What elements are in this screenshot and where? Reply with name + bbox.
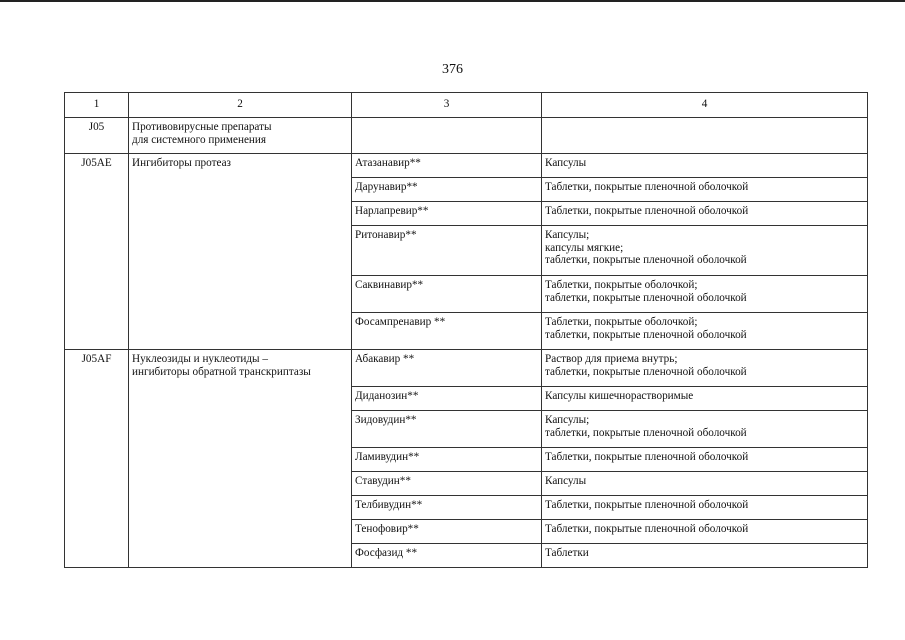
dosage-form-cell: Раствор для приема внутрь; таблетки, покрытые пленочной оболочкой xyxy=(542,350,868,387)
drug-name-cell: Тенофовир** xyxy=(352,520,542,544)
dosage-form-cell: Капсулы xyxy=(542,154,868,178)
drug-name-cell: Ритонавир** xyxy=(352,226,542,276)
drug-name-cell: Ламивудин** xyxy=(352,448,542,472)
drug-name-cell: Диданозин** xyxy=(352,387,542,411)
dosage-form-cell: Таблетки, покрытые пленочной оболочкой xyxy=(542,448,868,472)
group-name-cell: Нуклеозиды и нуклеотиды – ингибиторы обратной транскриптазы xyxy=(129,350,352,568)
drug-name-cell: Саквинавир** xyxy=(352,276,542,313)
dosage-form-cell: Таблетки, покрытые оболочкой; таблетки, покрытые пленочной оболочкой xyxy=(542,313,868,350)
table-row xyxy=(65,154,868,178)
drug-name-cell: Фосфазид ** xyxy=(352,544,542,568)
dosage-form-cell: Капсулы; таблетки, покрытые пленочной оболочкой xyxy=(542,411,868,448)
page-number: 376 xyxy=(442,62,463,77)
drug-name-cell: Дарунавир** xyxy=(352,178,542,202)
group-name-cell: Ингибиторы протеаз xyxy=(129,154,352,350)
dosage-form-cell: Таблетки xyxy=(542,544,868,568)
drug-name-cell: Абакавир ** xyxy=(352,350,542,387)
form-cell-empty xyxy=(542,118,868,154)
dosage-form-cell: Таблетки, покрытые пленочной оболочкой xyxy=(542,202,868,226)
drug-name-cell: Нарлапревир** xyxy=(352,202,542,226)
drug-classification-table xyxy=(64,92,868,568)
table-row xyxy=(65,350,868,387)
table-header-row xyxy=(65,93,868,118)
dosage-form-cell: Таблетки, покрытые пленочной оболочкой xyxy=(542,520,868,544)
table-row-j05 xyxy=(65,118,868,154)
dosage-form-cell: Таблетки, покрытые пленочной оболочкой xyxy=(542,178,868,202)
drug-cell-empty xyxy=(352,118,542,154)
dosage-form-cell: Капсулы xyxy=(542,472,868,496)
dosage-form-cell: Таблетки, покрытые пленочной оболочкой xyxy=(542,496,868,520)
dosage-form-cell: Капсулы; капсулы мягкие; таблетки, покрытые пленочной оболочкой xyxy=(542,226,868,276)
page-top-rule xyxy=(0,0,905,2)
dosage-form-cell: Таблетки, покрытые оболочкой; таблетки, покрытые пленочной оболочкой xyxy=(542,276,868,313)
column-header-4: 4 xyxy=(542,93,868,118)
drug-name-cell: Фосампренавир ** xyxy=(352,313,542,350)
drug-name-cell: Атазанавир** xyxy=(352,154,542,178)
column-header-2: 2 xyxy=(129,93,352,118)
column-header-3: 3 xyxy=(352,93,542,118)
drug-name-cell: Телбивудин** xyxy=(352,496,542,520)
group-name-cell: Противовирусные препараты для системного применения xyxy=(129,118,352,154)
dosage-form-cell: Капсулы кишечнорастворимые xyxy=(542,387,868,411)
drug-name-cell: Зидовудин** xyxy=(352,411,542,448)
atc-code-cell: J05AF xyxy=(65,350,129,568)
column-header-1: 1 xyxy=(65,93,129,118)
atc-code-cell: J05 xyxy=(65,118,129,154)
atc-code-cell: J05AE xyxy=(65,154,129,350)
drug-name-cell: Ставудин** xyxy=(352,472,542,496)
